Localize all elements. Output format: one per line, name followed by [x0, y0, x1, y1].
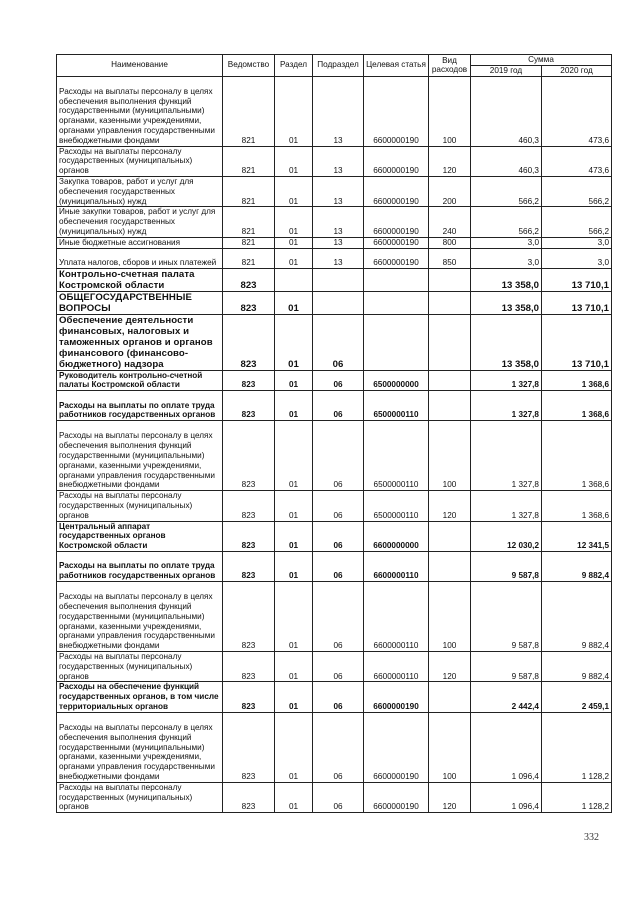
cell-subsection [313, 291, 364, 314]
cell-expense [429, 391, 471, 421]
cell-dept: 823 [223, 314, 275, 370]
cell-section: 01 [275, 76, 313, 146]
cell-y2019: 1 327,8 [471, 421, 542, 491]
cell-section: 01 [275, 651, 313, 681]
header-subsection: Подраздел [313, 55, 364, 77]
table-row [57, 491, 612, 521]
cell-expense: 200 [429, 176, 471, 206]
cell-subsection [313, 268, 364, 291]
cell-y2019: 1 096,4 [471, 782, 542, 812]
cell-y2020: 2 459,1 [542, 682, 612, 712]
cell-expense [429, 682, 471, 712]
table-row [57, 268, 612, 291]
cell-expense [429, 314, 471, 370]
cell-name: Иные закупки товаров, работ и услуг для обеспечения государственных (муниципальных) нужд [57, 207, 223, 237]
cell-target: 6600000190 [364, 682, 429, 712]
cell-y2020: 13 710,1 [542, 268, 612, 291]
cell-expense: 800 [429, 237, 471, 248]
cell-dept: 823 [223, 370, 275, 391]
cell-subsection: 13 [313, 248, 364, 268]
cell-name: Обеспечение деятельности финансовых, налоговых и таможенных органов и органов финансового (финансово-бюджетного) надзора [57, 314, 223, 370]
cell-section: 01 [275, 146, 313, 176]
cell-subsection: 13 [313, 76, 364, 146]
cell-subsection: 06 [313, 370, 364, 391]
cell-name: Уплата налогов, сборов и иных платежей [57, 248, 223, 268]
header-2020: 2020 год [542, 65, 612, 76]
cell-name: Руководитель контрольно-счетной палаты Костромской области [57, 370, 223, 391]
cell-target [364, 291, 429, 314]
cell-dept: 821 [223, 76, 275, 146]
cell-y2020: 3,0 [542, 237, 612, 248]
table-row [57, 248, 612, 268]
cell-section: 01 [275, 551, 313, 581]
header-dept: Ведомство [223, 55, 275, 77]
cell-subsection: 13 [313, 146, 364, 176]
table-row [57, 682, 612, 712]
cell-y2020: 566,2 [542, 176, 612, 206]
cell-subsection: 06 [313, 782, 364, 812]
cell-y2020: 9 882,4 [542, 651, 612, 681]
cell-subsection: 06 [313, 712, 364, 782]
cell-name: Расходы на выплаты персоналу в целях обеспечения выполнения функций государственными (муниципальными) органами, казенными учреждениями, органами управления государственными внебюджетными фондами [57, 712, 223, 782]
table-row [57, 651, 612, 681]
cell-y2020: 1 368,6 [542, 391, 612, 421]
cell-expense [429, 268, 471, 291]
cell-y2019: 566,2 [471, 207, 542, 237]
header-expense: Вид расходов [429, 55, 471, 77]
cell-target: 6600000000 [364, 521, 429, 551]
cell-y2020: 473,6 [542, 146, 612, 176]
cell-subsection: 13 [313, 207, 364, 237]
cell-target: 6500000110 [364, 491, 429, 521]
cell-dept: 823 [223, 581, 275, 651]
cell-y2019: 460,3 [471, 146, 542, 176]
header-section: Раздел [275, 55, 313, 77]
cell-dept: 823 [223, 421, 275, 491]
table-row [57, 782, 612, 812]
cell-name: Расходы на выплаты по оплате труда работников государственных органов [57, 391, 223, 421]
cell-dept: 823 [223, 551, 275, 581]
cell-target: 6600000190 [364, 176, 429, 206]
cell-expense: 100 [429, 76, 471, 146]
cell-target: 6600000190 [364, 207, 429, 237]
cell-section: 01 [275, 237, 313, 248]
cell-name: Расходы на выплаты по оплате труда работников государственных органов [57, 551, 223, 581]
table-row [57, 391, 612, 421]
cell-dept: 823 [223, 521, 275, 551]
cell-section: 01 [275, 491, 313, 521]
cell-subsection: 06 [313, 421, 364, 491]
cell-section: 01 [275, 314, 313, 370]
cell-target: 6500000000 [364, 370, 429, 391]
cell-expense: 850 [429, 248, 471, 268]
cell-subsection: 13 [313, 176, 364, 206]
cell-y2019: 13 358,0 [471, 291, 542, 314]
table-row [57, 207, 612, 237]
cell-target: 6600000190 [364, 237, 429, 248]
cell-y2019: 1 327,8 [471, 491, 542, 521]
table-row [57, 314, 612, 370]
cell-dept: 823 [223, 682, 275, 712]
cell-expense [429, 551, 471, 581]
cell-y2020: 1 368,6 [542, 370, 612, 391]
cell-y2019: 3,0 [471, 248, 542, 268]
cell-section: 01 [275, 782, 313, 812]
table-row [57, 291, 612, 314]
cell-target [364, 314, 429, 370]
cell-expense: 120 [429, 491, 471, 521]
cell-y2020: 13 710,1 [542, 314, 612, 370]
cell-y2019: 9 587,8 [471, 551, 542, 581]
cell-name: Расходы на выплаты персоналу в целях обеспечения выполнения функций государственными (муниципальными) органами, казенными учреждениями, органами управления государственными внебюджетными фондами [57, 76, 223, 146]
cell-y2019: 460,3 [471, 76, 542, 146]
cell-dept: 821 [223, 248, 275, 268]
cell-section: 01 [275, 712, 313, 782]
cell-subsection: 06 [313, 581, 364, 651]
cell-y2019: 3,0 [471, 237, 542, 248]
cell-target: 6600000190 [364, 76, 429, 146]
cell-expense: 100 [429, 581, 471, 651]
cell-expense [429, 521, 471, 551]
cell-section [275, 268, 313, 291]
cell-y2019: 13 358,0 [471, 314, 542, 370]
cell-y2019: 1 096,4 [471, 712, 542, 782]
cell-section: 01 [275, 682, 313, 712]
cell-expense [429, 291, 471, 314]
cell-subsection: 06 [313, 391, 364, 421]
cell-dept: 823 [223, 268, 275, 291]
cell-dept: 823 [223, 491, 275, 521]
cell-section: 01 [275, 248, 313, 268]
cell-y2020: 1 368,6 [542, 421, 612, 491]
cell-dept: 821 [223, 146, 275, 176]
cell-subsection: 06 [313, 651, 364, 681]
cell-target: 6600000110 [364, 651, 429, 681]
cell-dept: 821 [223, 207, 275, 237]
cell-name: Расходы на выплаты персоналу в целях обеспечения выполнения функций государственными (муниципальными) органами, казенными учреждениями, органами управления государственными внебюджетными фондами [57, 581, 223, 651]
cell-dept: 823 [223, 291, 275, 314]
cell-section: 01 [275, 521, 313, 551]
header-target: Целевая статья [364, 55, 429, 77]
cell-dept: 823 [223, 782, 275, 812]
cell-target: 6500000110 [364, 391, 429, 421]
cell-name: Расходы на выплаты персоналу государственных (муниципальных) органов [57, 782, 223, 812]
cell-target: 6500000110 [364, 421, 429, 491]
cell-section: 01 [275, 207, 313, 237]
header-2019: 2019 год [471, 65, 542, 76]
cell-name: Контрольно-счетная палата Костромской области [57, 268, 223, 291]
cell-subsection: 06 [313, 491, 364, 521]
cell-target: 6600000190 [364, 248, 429, 268]
cell-section: 01 [275, 391, 313, 421]
cell-name: Расходы на выплаты персоналу в целях обеспечения выполнения функций государственными (муниципальными) органами, казенными учреждениями, органами управления государственными внебюджетными фондами [57, 421, 223, 491]
cell-y2020: 566,2 [542, 207, 612, 237]
cell-y2020: 1 368,6 [542, 491, 612, 521]
cell-expense: 100 [429, 712, 471, 782]
cell-name: ОБЩЕГОСУДАРСТВЕННЫЕ ВОПРОСЫ [57, 291, 223, 314]
cell-expense: 120 [429, 651, 471, 681]
cell-y2019: 566,2 [471, 176, 542, 206]
cell-target: 6600000110 [364, 581, 429, 651]
header-sum: Сумма [471, 55, 612, 66]
cell-dept: 821 [223, 176, 275, 206]
cell-y2019: 13 358,0 [471, 268, 542, 291]
table-row [57, 712, 612, 782]
cell-expense: 120 [429, 782, 471, 812]
cell-name: Расходы на выплаты персоналу государственных (муниципальных) органов [57, 491, 223, 521]
cell-target: 6600000190 [364, 712, 429, 782]
cell-section: 01 [275, 421, 313, 491]
cell-y2020: 473,6 [542, 76, 612, 146]
cell-expense: 100 [429, 421, 471, 491]
table-row [57, 146, 612, 176]
cell-subsection: 06 [313, 314, 364, 370]
cell-dept: 821 [223, 237, 275, 248]
cell-name: Закупка товаров, работ и услуг для обеспечения государственных (муниципальных) нужд [57, 176, 223, 206]
cell-y2020: 1 128,2 [542, 782, 612, 812]
cell-name: Иные бюджетные ассигнования [57, 237, 223, 248]
cell-subsection: 13 [313, 237, 364, 248]
page-number: 332 [584, 832, 599, 843]
cell-expense [429, 370, 471, 391]
cell-y2019: 2 442,4 [471, 682, 542, 712]
cell-name: Расходы на выплаты персоналу государственных (муниципальных) органов [57, 146, 223, 176]
table-row [57, 76, 612, 146]
table-row [57, 237, 612, 248]
cell-target: 6600000190 [364, 146, 429, 176]
table-row [57, 551, 612, 581]
cell-section: 01 [275, 291, 313, 314]
cell-y2019: 1 327,8 [471, 391, 542, 421]
cell-subsection: 06 [313, 551, 364, 581]
cell-y2020: 12 341,5 [542, 521, 612, 551]
table-row [57, 421, 612, 491]
cell-target: 6600000110 [364, 551, 429, 581]
cell-dept: 823 [223, 391, 275, 421]
table-row [57, 370, 612, 391]
cell-expense: 120 [429, 146, 471, 176]
cell-section: 01 [275, 370, 313, 391]
cell-y2020: 9 882,4 [542, 581, 612, 651]
cell-y2019: 9 587,8 [471, 651, 542, 681]
cell-y2020: 3,0 [542, 248, 612, 268]
budget-table [56, 54, 612, 813]
cell-subsection: 06 [313, 682, 364, 712]
cell-section: 01 [275, 581, 313, 651]
cell-subsection: 06 [313, 521, 364, 551]
cell-target: 6600000190 [364, 782, 429, 812]
cell-y2019: 9 587,8 [471, 581, 542, 651]
cell-expense: 240 [429, 207, 471, 237]
cell-dept: 823 [223, 651, 275, 681]
cell-dept: 823 [223, 712, 275, 782]
table-row [57, 176, 612, 206]
header-name: Наименование [57, 55, 223, 77]
table-row [57, 581, 612, 651]
cell-y2019: 1 327,8 [471, 370, 542, 391]
cell-y2020: 1 128,2 [542, 712, 612, 782]
cell-name: Расходы на выплаты персоналу государственных (муниципальных) органов [57, 651, 223, 681]
table-row [57, 521, 612, 551]
cell-y2019: 12 030,2 [471, 521, 542, 551]
cell-y2020: 9 882,4 [542, 551, 612, 581]
cell-target [364, 268, 429, 291]
cell-y2020: 13 710,1 [542, 291, 612, 314]
cell-section: 01 [275, 176, 313, 206]
cell-name: Расходы на обеспечение функций государственных органов, в том числе территориальных органов [57, 682, 223, 712]
cell-name: Центральный аппарат государственных органов Костромской области [57, 521, 223, 551]
table-body [57, 76, 612, 813]
